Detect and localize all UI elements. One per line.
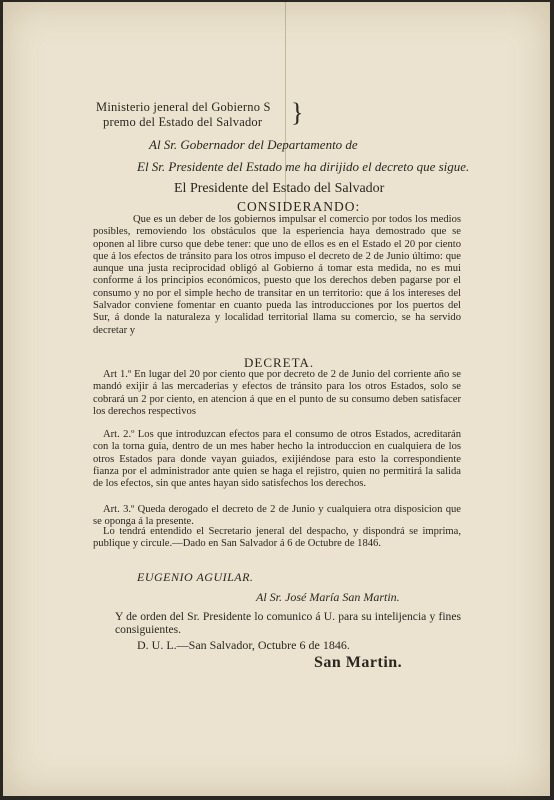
closing-paragraph: Lo tendrá entendido el Secretario jeneral del despacho, y dispondrá se imprima, publique y circule.—Dado en San Salvador á 6 de Octubre de 1846.	[93, 526, 461, 550]
addressee-minister: Al Sr. José María San Martin.	[256, 590, 400, 604]
considerando-paragraph: Que es un deber de los gobiernos impulsar el comercio por todos los medios posibles, removiendo los obstáculos que la esperiencia haya demostrado que se oponen al libre curso que debe tener: que uno de ellos es en el Estado el 20 por ciento que á los efectos de tránsito para los otros impuso el decreto de 2 de Junio último: que aunque una justa reciprocidad obligó al Gobierno á tomar esta medida, no es mui conforme á los principios económicos, puesto que los derechos deben pagarse por el consumo y no por el simple hecho de transitar en un territorio: que á los intereses del Salvador conviene fomentar en cuanto pueda las introducciones por los puertos del Sur, á donde la naturaleza y localidad territorial llama su comercio, se ha servido decretar y	[93, 214, 461, 336]
signature-aguilar: EUGENIO AGUILAR.	[137, 570, 254, 584]
considerando-heading: CONSIDERANDO:	[237, 199, 361, 214]
signature-san-martin: San Martin.	[314, 654, 403, 671]
document-page	[3, 2, 550, 796]
ministry-header-line2: premo del Estado del Salvador	[103, 115, 263, 129]
article-2: Art. 2.º Los que introduzcan efectos para el consumo de otros Estados, acreditarán con la torna guia, dentro de un mes haber hecho la introduccion en cualquiera de los otros Estados para donde vayan guiados, exijiéndose para esto la correspondiente fianza por el administrador ante quien se haga el rejistro, quien no permitirá la salida de los efectos, sin que antes hayan sido satisfechos los derechos.	[93, 429, 461, 490]
article-1: Art 1.º En lugar del 20 por ciento que por decreto de 2 de Junio del corriente año se mandó exijir á las mercaderias y efectos de tránsito para los otros Estados, solo se cobrará un 2 por ciento, en atencion á que en el punto de su consumo deben satisfacer los derechos respectivos	[93, 369, 461, 417]
president-title: El Presidente del Estado del Salvador	[174, 181, 385, 196]
dul-dateline: D. U. L.—San Salvador, Octubre 6 de 1846.	[137, 638, 350, 652]
decreta-heading: DECRETA.	[244, 355, 315, 370]
president-decree-line: El Sr. Presidente del Estado me ha dirijido el decreto que sigue.	[137, 159, 470, 174]
article-3: Art. 3.º Queda derogado el decreto de 2 de Junio y cualquiera otra disposicion que se oponga á la presente.	[93, 504, 461, 528]
ministry-header-line1: Ministerio jeneral del Gobierno S	[96, 100, 271, 114]
order-paragraph: Y de orden del Sr. Presidente lo comunico á U. para su intelijencia y fines consiguientes.	[115, 610, 461, 636]
header-brace: }	[291, 98, 304, 127]
addressee-governor: Al Sr. Gobernador del Departamento de	[149, 137, 358, 152]
